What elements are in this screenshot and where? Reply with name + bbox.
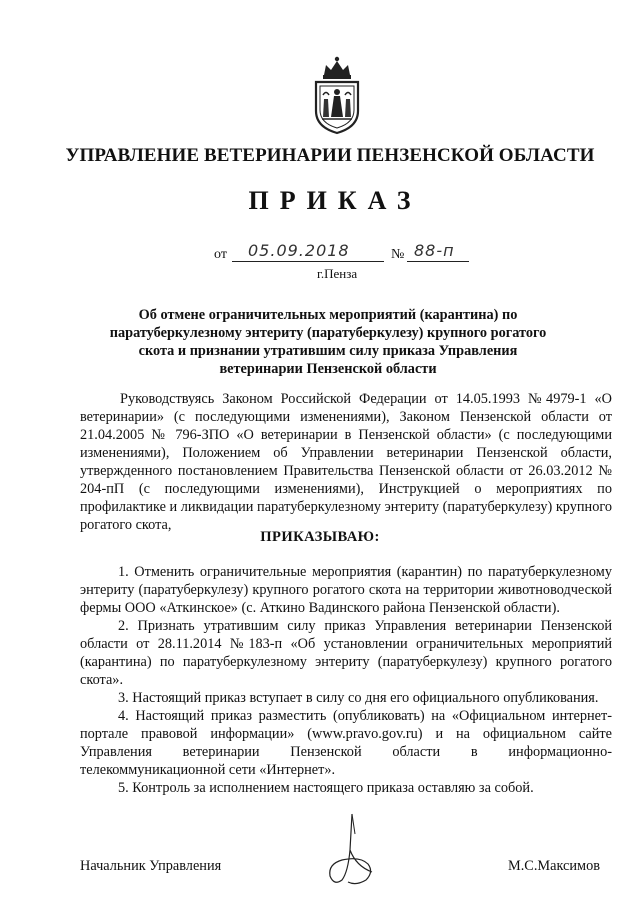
preamble [80, 390, 612, 534]
order-item-3: 3. Настоящий приказ вступает в силу со дня его официального опубликования. [118, 690, 599, 706]
order-item-2: 2. Признать утратившим силу приказ Управления ветеринарии Пензенской области от 28.11.2014 №183-п «Об установлении ограничительных мероприятий (карантина) по паратуберкулезному энтериту (паратуберкулезу) крупного рогатого скота». [80, 618, 612, 688]
order-heading: ПРИКАЗЫВАЮ: [260, 529, 380, 545]
order-item-1: 1. Отменить ограничительные мероприятия (карантин) по паратуберкулезному энтериту (паратуберкулезу) крупного рогатого скота на территории животноводческой фермы ООО «Аткинское» (с. Аткино Вадинского района Пензенской области). [80, 564, 612, 616]
preamble-text: Руководствуясь Законом Российской Федерации от 14.05.1993 №4979-1 «О ветеринарии» (с последующими изменениями), Законом Пензенской области от 21.04.2005 № 796-ЗПО «О ветеринарии в Пензенской области» (с последующими изменениями), Положением об Управлении ветеринарии Пензенской области, утвержденного постановлением Правительства Пензенской области от 26.03.2012 № 204-пП (с последующими изменениями), Инструкцией о мероприятиях по профилактике и ликвидации паратуберкулезному энтериту (паратуберкулезу) крупного рогатого скота, [80, 391, 612, 533]
handwritten-signature [312, 810, 392, 890]
signatory-position: Начальник Управления [80, 858, 222, 874]
number-underline [407, 261, 469, 262]
date-underline [232, 261, 384, 262]
date-label: от [214, 247, 227, 262]
city: г.Пенза [317, 266, 358, 281]
number-value: 88-п [414, 241, 455, 260]
number-label: № [391, 247, 405, 262]
order-item-4: 4. Настоящий приказ разместить (опубликовать) на «Официальном интернет-портале правовой информации» (www.pravo.gov.ru) и на официальном сайте Управления ветеринарии Пензенской области в информационно-телекоммуникационной сети «Интернет». [80, 708, 612, 778]
signatory-name: М.С.Максимов [508, 858, 600, 874]
order-items [80, 563, 612, 797]
penza-coat-of-arms-icon [306, 55, 368, 135]
organization-name: УПРАВЛЕНИЕ ВЕТЕРИНАРИИ ПЕНЗЕНСКОЙ ОБЛАСТИ [65, 145, 595, 166]
document-title: ПРИКАЗ [248, 186, 422, 215]
document-subject: Об отмене ограничительных мероприятий (карантина) по паратуберкулезному энтериту (паратуберкулезу) крупного рогатого скота и признании утратившим силу приказа Управления ветеринарии Пензенской области [109, 307, 547, 377]
date-value: 05.09.2018 [248, 241, 350, 260]
order-item-5: 5. Контроль за исполнением настоящего приказа оставляю за собой. [118, 780, 534, 796]
